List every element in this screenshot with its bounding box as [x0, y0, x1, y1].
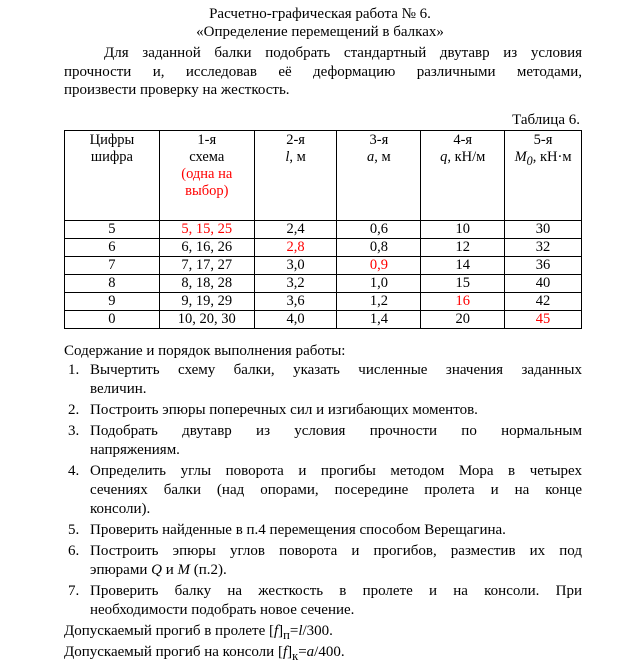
list-item	[64, 542, 582, 580]
allow-span-l: l	[298, 623, 303, 639]
header-length-unit: , м	[289, 149, 306, 165]
step-number: 3.	[68, 423, 80, 439]
header-moment-unit: , кН·м	[532, 149, 572, 165]
step-text: сечениях балки (над опорами, посередине пролета и на конце	[90, 482, 582, 498]
cell-a: 1,0	[337, 274, 421, 292]
allow-cons-sub: к	[292, 649, 299, 663]
cell-moment: 32	[505, 238, 582, 256]
step-text: Проверить найденные в п.4 перемещения способом Верещагина.	[90, 522, 506, 538]
header-digits	[65, 131, 160, 221]
cell-a: 0,9	[337, 256, 421, 274]
variants-table	[64, 130, 582, 329]
cell-q: 20	[421, 310, 505, 328]
header-col-4-number: 4-я	[421, 131, 505, 150]
cell-a: 1,2	[337, 292, 421, 310]
cell-q: 12	[421, 238, 505, 256]
table-row	[65, 220, 582, 238]
cell-moment: 40	[505, 274, 582, 292]
step-text: консоли).	[90, 501, 151, 517]
cell-a: 0,6	[337, 220, 421, 238]
header-scheme	[159, 149, 254, 220]
header-moment	[505, 149, 582, 220]
cell-digit: 6	[65, 238, 160, 256]
table-caption: Таблица 6.	[512, 112, 580, 128]
step-text: напряжениям.	[90, 442, 180, 458]
allow-cons-bracket: ]	[287, 644, 293, 660]
allow-cons-f: f	[282, 644, 288, 660]
cell-moment: 36	[505, 256, 582, 274]
allow-cons-text: Допускаемый прогиб на консоли [	[64, 644, 283, 660]
header-a	[337, 149, 421, 220]
allowable-deflection-span	[64, 622, 333, 644]
cell-scheme: 9, 19, 29	[159, 292, 254, 310]
table-row	[65, 292, 582, 310]
header-a-unit: , м	[374, 149, 391, 165]
list-item	[64, 361, 582, 399]
cell-length: 3,2	[254, 274, 337, 292]
allowable-deflection-console	[64, 643, 345, 665]
step-text-part: и	[161, 562, 178, 578]
cell-moment: 45	[505, 310, 582, 328]
header-scheme-note-2: выбор)	[185, 183, 229, 199]
step-number: 7.	[68, 583, 80, 599]
step-text: величин.	[90, 381, 147, 397]
step-number: 4.	[68, 463, 80, 479]
allow-span-div: /300.	[302, 623, 333, 639]
cell-length: 3,6	[254, 292, 337, 310]
cell-length: 2,4	[254, 220, 337, 238]
symbol-m: M	[177, 562, 190, 578]
cell-scheme: 7, 17, 27	[159, 256, 254, 274]
step-number: 6.	[68, 543, 80, 559]
cell-moment: 30	[505, 220, 582, 238]
task-line-3: произвести проверку на жесткость.	[64, 82, 290, 98]
header-q-unit: , кН/м	[447, 149, 486, 165]
step-text: Построить эпюры поперечных сил и изгибающих моментов.	[90, 402, 478, 418]
table-row	[65, 256, 582, 274]
steps-title: Содержание и порядок выполнения работы:	[64, 343, 346, 359]
cell-scheme: 5, 15, 25	[159, 220, 254, 238]
task-line-1: Для заданной балки подобрать стандартный двутавр из условия	[104, 45, 582, 61]
header-moment-subscript: 0	[526, 153, 533, 168]
work-title: Расчетно-графическая работа № 6.	[209, 6, 431, 22]
task-line-2: прочности и, исследовав её деформацию различными методами,	[64, 63, 582, 80]
step-number: 5.	[68, 522, 80, 538]
header-length-symbol: l	[285, 149, 290, 165]
cell-length: 2,8	[254, 238, 337, 256]
allow-cons-a: a	[306, 644, 315, 660]
cell-moment: 42	[505, 292, 582, 310]
step-text: Определить углы поворота и прогибы методом Мора в четырех	[90, 463, 582, 479]
header-digits-line1: Цифры	[89, 132, 135, 148]
step-text-part: эпюрами	[90, 562, 152, 578]
list-item	[64, 401, 582, 420]
header-col-5-number: 5-я	[505, 131, 582, 150]
list-item	[64, 521, 582, 540]
cell-digit: 5	[65, 220, 160, 238]
cell-q: 10	[421, 220, 505, 238]
allow-span-bracket: ]	[278, 623, 284, 639]
cell-a: 1,4	[337, 310, 421, 328]
list-item	[64, 462, 582, 519]
cell-q: 15	[421, 274, 505, 292]
header-scheme-label: схема	[189, 149, 225, 165]
step-text: Проверить балку на жесткость в пролете и на консоли. При	[90, 583, 582, 599]
header-scheme-note-1: (одна на	[181, 166, 233, 182]
header-col-3-number: 3-я	[337, 131, 421, 150]
table-row	[65, 310, 582, 328]
step-text: Построить эпюры углов поворота и прогибов, разместив их под	[90, 543, 582, 559]
steps-list	[64, 361, 582, 622]
header-a-symbol: a	[367, 149, 375, 165]
step-text	[90, 561, 582, 580]
table-row	[65, 274, 582, 292]
symbol-q: Q	[151, 562, 162, 578]
cell-q: 16	[421, 292, 505, 310]
list-item	[64, 582, 582, 620]
header-moment-symbol: M	[514, 149, 527, 165]
step-number: 2.	[68, 402, 80, 418]
step-text-part: (п.2).	[189, 562, 227, 578]
header-length	[254, 149, 337, 220]
cell-digit: 8	[65, 274, 160, 292]
header-col-1-number: 1-я	[159, 131, 254, 150]
allow-span-text: Допускаемый прогиб в пролете [	[64, 623, 274, 639]
list-item	[64, 422, 582, 460]
cell-length: 3,0	[254, 256, 337, 274]
header-q	[421, 149, 505, 220]
cell-length: 4,0	[254, 310, 337, 328]
cell-scheme: 10, 20, 30	[159, 310, 254, 328]
cell-scheme: 6, 16, 26	[159, 238, 254, 256]
cell-digit: 9	[65, 292, 160, 310]
table-row	[65, 238, 582, 256]
step-text: Подобрать двутавр из условия прочности по нормальным	[90, 423, 582, 439]
cell-digit: 0	[65, 310, 160, 328]
allow-span-eq: =	[289, 623, 299, 639]
step-text: необходимости подобрать новое сечение.	[90, 602, 355, 618]
work-subtitle: «Определение перемещений в балках»	[196, 24, 444, 40]
header-col-2-number: 2-я	[254, 131, 337, 150]
cell-scheme: 8, 18, 28	[159, 274, 254, 292]
cell-q: 14	[421, 256, 505, 274]
cell-digit: 7	[65, 256, 160, 274]
allow-cons-eq: =	[298, 644, 307, 660]
step-text: Вычертить схему балки, указать численные значения заданных	[90, 362, 582, 378]
cell-a: 0,8	[337, 238, 421, 256]
allow-cons-div: /400.	[314, 644, 345, 660]
allow-span-f: f	[274, 623, 279, 639]
step-number: 1.	[68, 362, 80, 378]
allow-span-sub: п	[283, 628, 290, 642]
header-q-symbol: q	[440, 149, 448, 165]
header-digits-line2: шифра	[90, 149, 133, 165]
task-statement	[64, 44, 582, 100]
